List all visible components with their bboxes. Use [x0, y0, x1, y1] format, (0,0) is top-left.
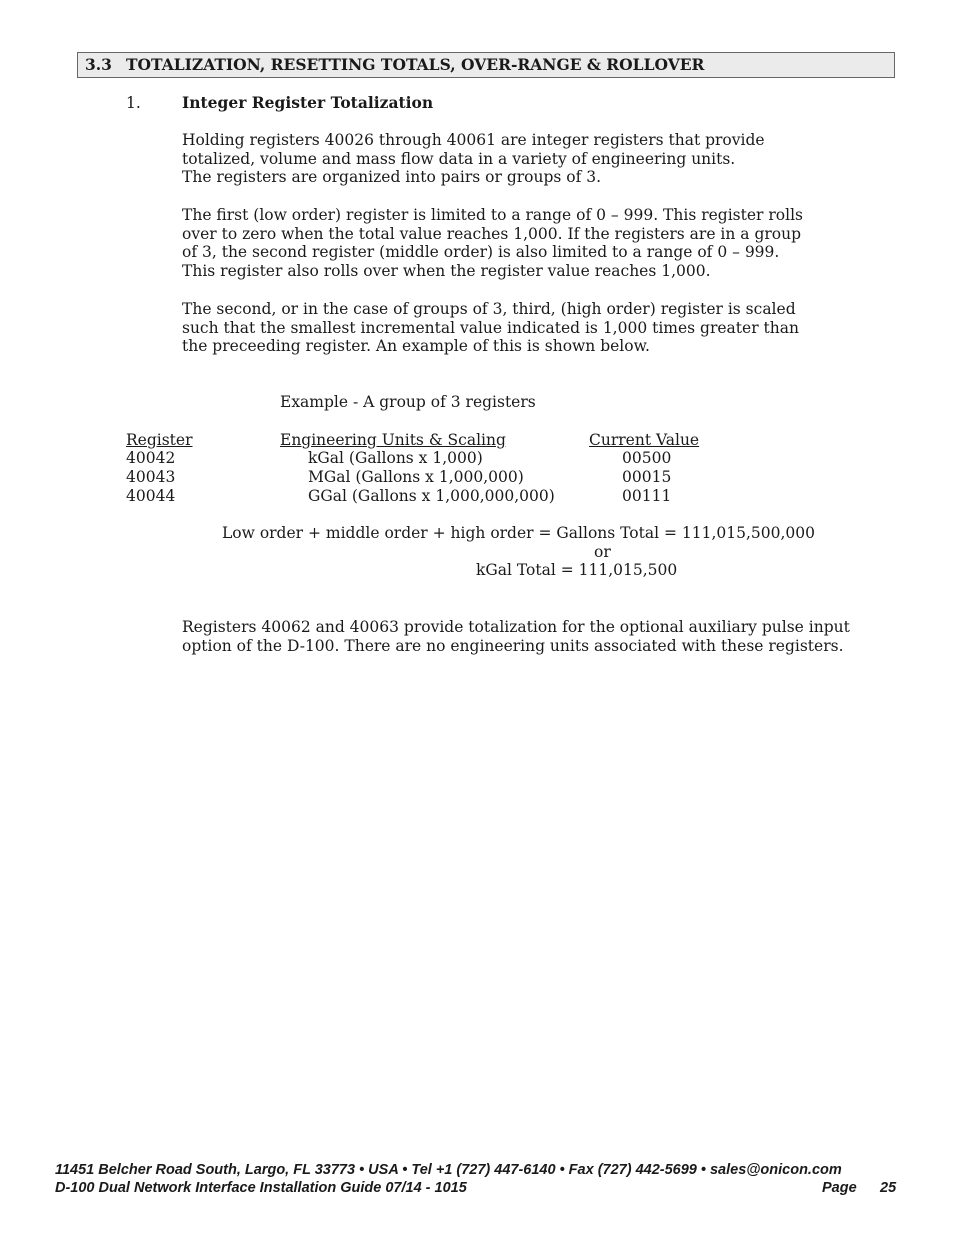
- footer-page-label: Page: [822, 1180, 857, 1196]
- footer-page-number: 25: [880, 1180, 897, 1196]
- footer-address: 11451 Belcher Road South, Largo, FL 33773 • USA • Tel +1 (727) 447-6140 • Fax (727) 442-5699 • sales@onicon.com: [55, 1162, 842, 1178]
- table-row-value: 00111: [622, 487, 672, 505]
- column-header-units: Engineering Units & Scaling: [280, 431, 506, 449]
- formula-or: or: [594, 543, 611, 561]
- paragraph-2: The first (low order) register is limited to a range of 0 – 999. This register rolls over to zero when the total value reaches 1,000. If the registers are in a group of 3, the second register (middle order) is also limited to a range of 0 – 999. This register also rolls over when the register value reaches 1,000.: [182, 206, 803, 280]
- table-row-value: 00015: [622, 468, 672, 486]
- item-heading: Integer Register Totalization: [182, 93, 434, 112]
- kgal-total: kGal Total = 111,015,500: [476, 561, 678, 579]
- formula-line: Low order + middle order + high order = Gallons Total = 111,015,500,000: [222, 524, 815, 542]
- section-number: 3.3: [85, 55, 112, 74]
- table-row-value: 00500: [622, 449, 672, 467]
- footer-doc-title: D-100 Dual Network Interface Installation Guide 07/14 - 1015: [55, 1180, 467, 1196]
- table-row-register: 40043: [126, 468, 176, 486]
- column-header-value: Current Value: [589, 431, 700, 449]
- column-header-register: Register: [126, 431, 193, 449]
- paragraph-1: Holding registers 40026 through 40061 are integer registers that provide totalized, volume and mass flow data in a variety of engineering units. The registers are organized into pairs or groups of 3.: [182, 131, 765, 186]
- closing-paragraph: Registers 40062 and 40063 provide totalization for the optional auxiliary pulse input option of the D-100. There are no engineering units associated with these registers.: [182, 618, 850, 655]
- table-row-register: 40044: [126, 487, 176, 505]
- table-row-register: 40042: [126, 449, 176, 467]
- item-number: 1.: [126, 94, 141, 112]
- table-row-units: GGal (Gallons x 1,000,000,000): [308, 487, 555, 505]
- section-title: TOTALIZATION, RESETTING TOTALS, OVER-RANGE & ROLLOVER: [126, 55, 705, 74]
- paragraph-3: The second, or in the case of groups of 3, third, (high order) register is scaled such that the smallest incremental value indicated is 1,000 times greater than the preceeding register. An example of this is shown below.: [182, 300, 799, 355]
- table-row-units: MGal (Gallons x 1,000,000): [308, 468, 524, 486]
- section-header: [77, 52, 895, 78]
- table-row-units: kGal (Gallons x 1,000): [308, 449, 483, 467]
- example-caption: Example - A group of 3 registers: [280, 393, 536, 411]
